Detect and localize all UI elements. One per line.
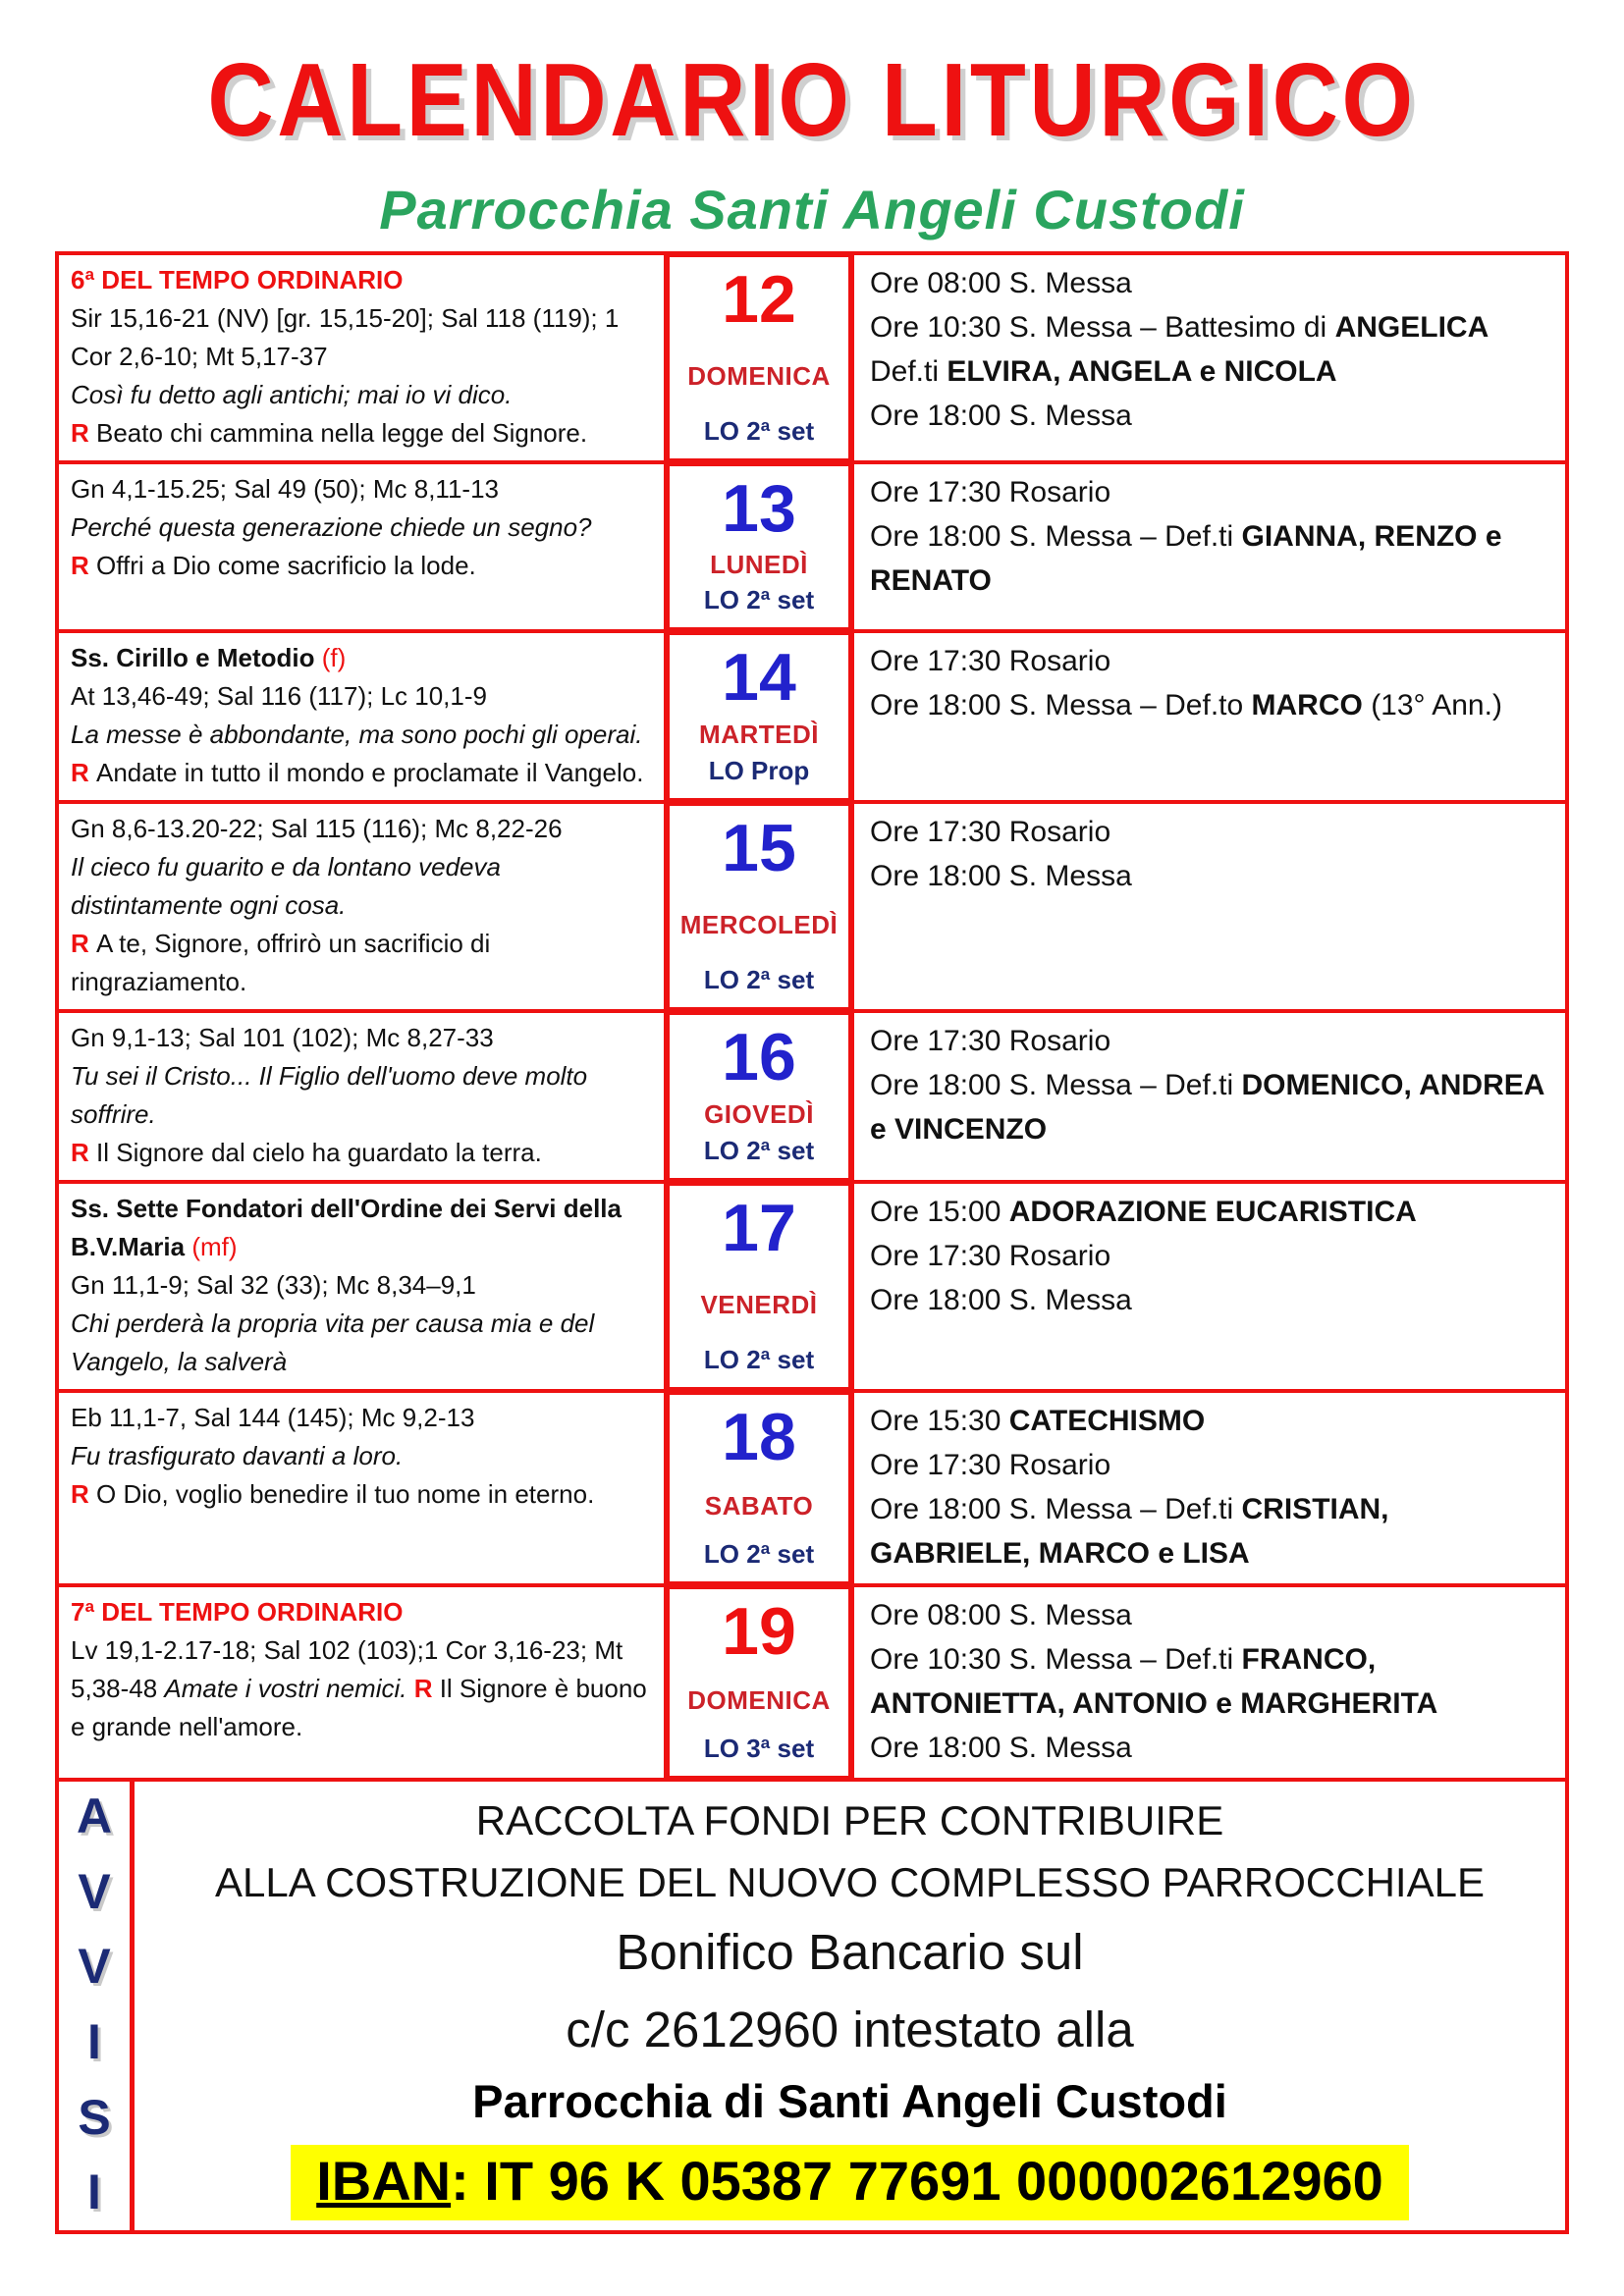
event-line [870, 639, 1549, 683]
avvisi-letter: V [78, 1863, 111, 1919]
day-cell [664, 1009, 854, 1184]
weekday-label: DOMENICA [687, 360, 831, 391]
text-segment: Amate i vostri nemici. [164, 1674, 414, 1703]
text-segment: Ore 15:00 [870, 1196, 1009, 1228]
liturgy-week-label: LO 2ª set [703, 415, 815, 446]
text-segment: Ore 18:00 S. Messa – Def.to [870, 689, 1252, 721]
event-line [870, 810, 1549, 854]
text-segment: ANGELICA [1334, 311, 1489, 344]
day-row [55, 251, 1569, 464]
events-cell [854, 1587, 1565, 1778]
event-line [870, 514, 1549, 603]
event-line [870, 305, 1549, 349]
readings-line [71, 376, 652, 414]
readings-line [71, 716, 652, 754]
readings-line [71, 1305, 652, 1381]
text-segment: Gn 11,1-9; Sal 32 (33); Mc 8,34–9,1 [71, 1270, 476, 1300]
day-cell [664, 1389, 854, 1587]
page-title: CALENDARIO LITURGICO [207, 42, 1417, 158]
day-row [55, 460, 1569, 633]
text-segment: Ore 18:00 S. Messa [870, 400, 1132, 432]
readings-line [71, 1437, 652, 1475]
text-segment: DOMENICO, ANDREA e VINCENZO [870, 1069, 1544, 1146]
weekday-label: MARTEDÌ [699, 720, 819, 750]
events-cell [854, 633, 1565, 800]
event-line [870, 1019, 1549, 1063]
liturgy-week-label: LO 2ª set [703, 964, 815, 994]
text-segment: Ore 17:30 Rosario [870, 1240, 1111, 1272]
avvisi-letter: A [76, 1789, 113, 1843]
text-segment: (13° Ann.) [1362, 689, 1502, 721]
day-row [55, 1009, 1569, 1184]
weekday-label: MERCOLEDÌ [679, 909, 839, 939]
avvisi-content [135, 1782, 1565, 2230]
readings-line [71, 299, 652, 376]
iban-label: IBAN [316, 2150, 452, 2213]
avvisi-letter: V [78, 1939, 111, 1995]
readings-line [71, 547, 652, 585]
avvisi-section [55, 1778, 1569, 2234]
event-line [870, 1278, 1549, 1322]
liturgy-week-label: LO 2ª set [703, 1344, 815, 1374]
readings-cell [59, 464, 664, 629]
text-segment: Ore 18:00 S. Messa – Def.ti [870, 1069, 1242, 1101]
events-cell [854, 1013, 1565, 1180]
liturgy-week-label: LO 2ª set [703, 584, 815, 614]
text-segment: Così fu detto agli antichi; mai io vi dico. [71, 380, 513, 409]
text-segment: Ore 10:30 S. Messa – Battesimo di [870, 311, 1335, 344]
liturgy-week-label: LO 3ª set [703, 1733, 815, 1763]
text-segment: Gn 8,6-13.20-22; Sal 115 (116); Mc 8,22-26 [71, 814, 563, 843]
readings-cell [59, 633, 664, 800]
weekday-label: SABATO [704, 1491, 814, 1522]
text-segment: CATECHISMO [1008, 1405, 1206, 1437]
liturgy-week-label: LO 2ª set [703, 1135, 815, 1165]
event-line [870, 261, 1549, 305]
day-cell [664, 629, 854, 804]
text-segment: CRISTIAN, GABRIELE, MARCO e LISA [870, 1493, 1389, 1570]
day-number: 18 [722, 1400, 796, 1474]
event-line [870, 1487, 1549, 1575]
bank-transfer-line: Bonifico Bancario sul [616, 1924, 1084, 1980]
avvisi-vertical-label [59, 1782, 135, 2230]
readings-cell [59, 1393, 664, 1583]
readings-line [71, 1399, 652, 1437]
day-number: 17 [722, 1191, 796, 1265]
readings-line [71, 754, 652, 792]
weekday-label: DOMENICA [687, 1685, 831, 1716]
readings-line [71, 1190, 652, 1266]
text-segment: R [71, 1479, 96, 1509]
avvisi-letter: I [87, 2013, 101, 2069]
text-segment: Ore 08:00 S. Messa [870, 267, 1132, 299]
readings-cell [59, 804, 664, 1009]
text-segment: Ore 08:00 S. Messa [870, 1599, 1132, 1631]
event-line [870, 1443, 1549, 1487]
day-row [55, 1180, 1569, 1393]
readings-cell [59, 255, 664, 460]
text-segment: R [413, 1674, 440, 1703]
event-line [870, 1637, 1549, 1726]
text-segment: At 13,46-49; Sal 116 (117); Lc 10,1-9 [71, 681, 487, 711]
event-line [870, 349, 1549, 394]
readings-line [71, 1019, 652, 1057]
readings-cell [59, 1587, 664, 1778]
text-segment: ELVIRA, ANGELA e NICOLA [947, 355, 1337, 388]
event-line [870, 683, 1549, 727]
day-row [55, 1389, 1569, 1587]
text-segment: Ore 18:00 S. Messa [870, 1284, 1132, 1316]
text-segment: Ore 17:30 Rosario [870, 1025, 1111, 1057]
text-segment: Il Signore è buono e grande nell'amore. [71, 1674, 647, 1741]
day-cell [664, 1583, 854, 1782]
weekday-label: GIOVEDÌ [704, 1099, 814, 1130]
event-line [870, 1593, 1549, 1637]
readings-line [71, 470, 652, 508]
avvisi-letter: I [87, 2164, 101, 2220]
events-cell [854, 464, 1565, 629]
text-segment: Ore 10:30 S. Messa – Def.ti [870, 1643, 1242, 1676]
day-cell [664, 800, 854, 1013]
text-segment: Ore 18:00 S. Messa – Def.ti [870, 520, 1242, 553]
text-segment: Ore 18:00 S. Messa [870, 1732, 1132, 1764]
text-segment: Il cieco fu guarito e da lontano vedeva distintamente ogni cosa. [71, 852, 501, 920]
event-line [870, 1726, 1549, 1770]
text-segment: Ore 17:30 Rosario [870, 1449, 1111, 1481]
day-row [55, 629, 1569, 804]
readings-line [71, 677, 652, 716]
text-segment: Perché questa generazione chiede un segno? [71, 512, 592, 542]
event-line [870, 1190, 1549, 1234]
text-segment: Def.ti [870, 355, 947, 388]
text-segment: 6ª DEL TEMPO ORDINARIO [71, 265, 404, 294]
readings-line [71, 1593, 652, 1631]
events-cell [854, 1393, 1565, 1583]
text-segment: A te, Signore, offrirò un sacrificio di ringraziamento. [71, 929, 491, 996]
readings-line [71, 414, 652, 453]
weekday-label: VENERDÌ [700, 1289, 818, 1319]
readings-line [71, 261, 652, 299]
text-segment: Lv 19,1-2.17-18; Sal 102 (103);1 Cor 3,16-23; Mt 5,38-48 [71, 1635, 623, 1703]
events-cell [854, 804, 1565, 1009]
text-segment: R [71, 1138, 96, 1167]
avvisi-letter: S [78, 2089, 111, 2145]
text-segment: Tu sei il Cristo... Il Figlio dell'uomo deve molto soffrire. [71, 1061, 588, 1129]
readings-line [71, 508, 652, 547]
text-segment: R [71, 551, 96, 580]
text-segment: Ore 18:00 S. Messa [870, 860, 1132, 892]
text-segment: Il Signore dal cielo ha guardato la terra. [96, 1138, 542, 1167]
text-segment: R [71, 929, 96, 958]
iban-line [291, 2145, 1409, 2220]
text-segment: R [71, 418, 96, 448]
calendar-table [55, 251, 1569, 1782]
text-segment: Fu trasfigurato davanti a loro. [71, 1441, 404, 1470]
readings-line [71, 639, 652, 677]
account-number-line: c/c 2612960 intestato alla [566, 2002, 1134, 2058]
text-segment: Ore 18:00 S. Messa – Def.ti [870, 1493, 1242, 1525]
readings-line [71, 1475, 652, 1514]
readings-line [71, 1057, 652, 1134]
text-segment: ADORAZIONE EUCARISTICA [1008, 1196, 1417, 1228]
day-number: 14 [722, 640, 796, 715]
day-number: 12 [722, 262, 796, 337]
text-segment: O Dio, voglio benedire il tuo nome in eterno. [96, 1479, 595, 1509]
day-row [55, 1583, 1569, 1782]
day-cell [664, 460, 854, 633]
fundraising-line-2: ALLA COSTRUZIONE DEL NUOVO COMPLESSO PARROCCHIALE [215, 1859, 1485, 1905]
text-segment: Ore 17:30 Rosario [870, 645, 1111, 677]
events-cell [854, 255, 1565, 460]
liturgy-week-label: LO Prop [708, 755, 810, 785]
events-cell [854, 1184, 1565, 1389]
readings-line [71, 925, 652, 1001]
fundraising-line-1: RACCOLTA FONDI PER CONTRIBUIRE [475, 1797, 1224, 1843]
day-cell [664, 1180, 854, 1393]
readings-line [71, 1266, 652, 1305]
text-segment: Beato chi cammina nella legge del Signore. [96, 418, 588, 448]
event-line [870, 470, 1549, 514]
text-segment: Offri a Dio come sacrificio la lode. [96, 551, 476, 580]
text-segment: R [71, 758, 96, 787]
iban-value: : IT 96 K 05387 77691 000002612960 [451, 2150, 1383, 2213]
text-segment: Ore 15:30 [870, 1405, 1009, 1437]
parish-name-line: Parrocchia di Santi Angeli Custodi [472, 2075, 1227, 2128]
readings-cell [59, 1184, 664, 1389]
readings-line [71, 810, 652, 848]
text-segment: Chi perderà la propria vita per causa mia e del Vangelo, la salverà [71, 1308, 595, 1376]
day-number: 15 [722, 811, 796, 885]
text-segment: Ss. Cirillo e Metodio [71, 643, 322, 672]
text-segment: MARCO [1251, 689, 1363, 721]
text-segment: (mf) [191, 1232, 238, 1261]
text-segment: La messe è abbondante, ma sono pochi gli operai. [71, 720, 643, 749]
text-segment: Sir 15,16-21 (NV) [gr. 15,15-20]; Sal 118 (119); 1 Cor 2,6-10; Mt 5,17-37 [71, 303, 620, 371]
text-segment: Gn 9,1-13; Sal 101 (102); Mc 8,27-33 [71, 1023, 494, 1052]
event-line [870, 1063, 1549, 1151]
text-segment: FRANCO, ANTONIETTA, ANTONIO e MARGHERITA [870, 1643, 1438, 1720]
readings-cell [59, 1013, 664, 1180]
event-line [870, 1234, 1549, 1278]
readings-line [71, 848, 652, 925]
day-cell [664, 251, 854, 464]
liturgy-week-label: LO 2ª set [703, 1538, 815, 1569]
text-segment: Gn 4,1-15.25; Sal 49 (50); Mc 8,11-13 [71, 474, 499, 504]
text-segment: Eb 11,1-7, Sal 144 (145); Mc 9,2-13 [71, 1403, 475, 1432]
day-number: 16 [722, 1020, 796, 1095]
event-line [870, 1399, 1549, 1443]
text-segment: Ore 17:30 Rosario [870, 476, 1111, 508]
readings-line [71, 1631, 652, 1746]
text-segment: Ore 17:30 Rosario [870, 816, 1111, 848]
text-segment: GIANNA, RENZO e RENATO [870, 520, 1502, 597]
event-line [870, 394, 1549, 438]
day-number: 13 [722, 471, 796, 546]
text-segment: Andate in tutto il mondo e proclamate il Vangelo. [96, 758, 644, 787]
text-segment: Ss. Sette Fondatori dell'Ordine dei Servi della B.V.Maria [71, 1194, 622, 1261]
text-segment: (f) [321, 643, 347, 672]
day-row [55, 800, 1569, 1013]
readings-line [71, 1134, 652, 1172]
text-segment: 7ª DEL TEMPO ORDINARIO [71, 1597, 404, 1627]
page-subtitle: Parrocchia Santi Angeli Custodi [379, 179, 1245, 240]
day-number: 19 [722, 1594, 796, 1669]
weekday-label: LUNEDÌ [710, 550, 808, 580]
event-line [870, 854, 1549, 898]
